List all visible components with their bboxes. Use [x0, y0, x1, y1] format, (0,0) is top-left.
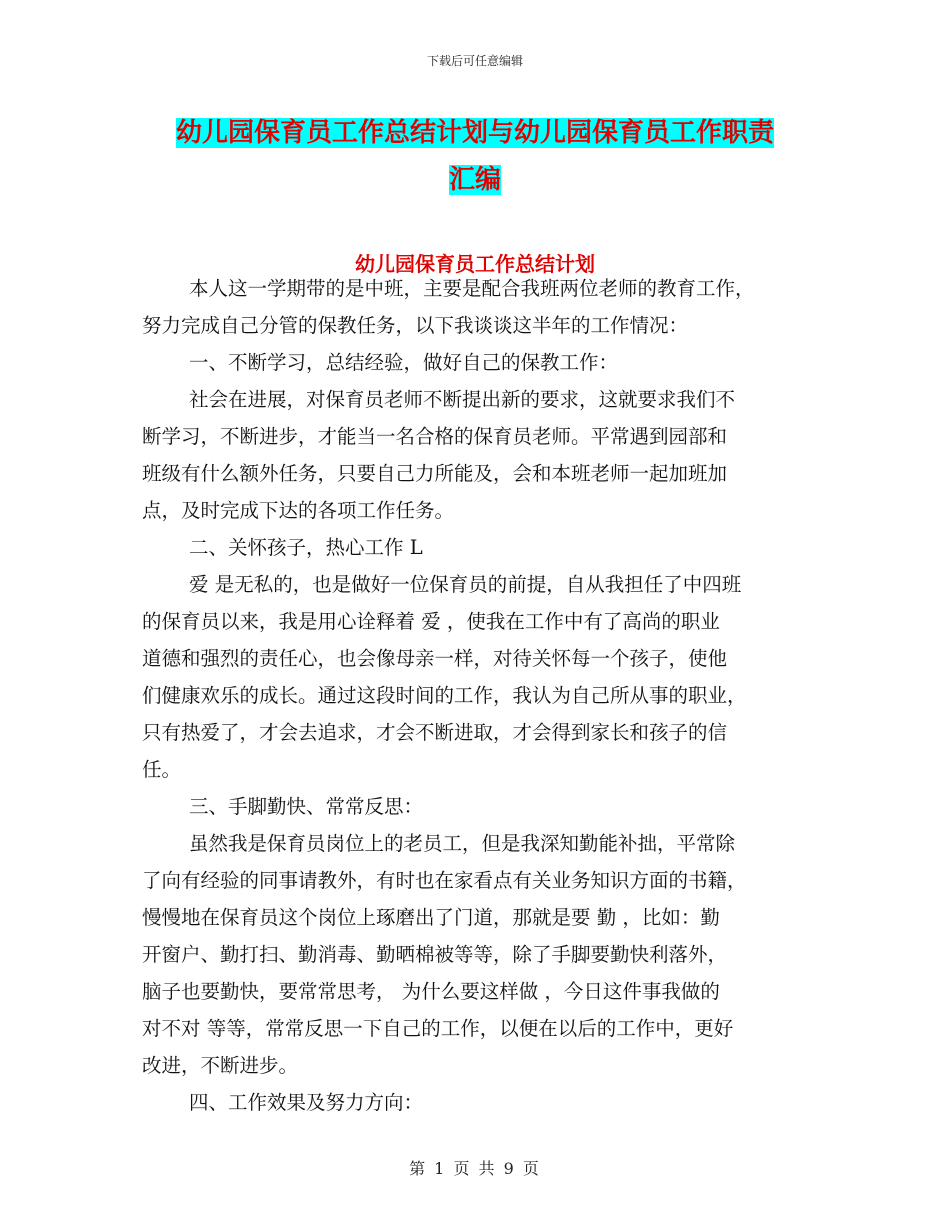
- body-line: 点，及时完成下达的各项工作任务。: [142, 499, 455, 522]
- body-line: 慢慢地在保育员这个岗位上琢磨出了门道，那就是要 勤 ，比如：勤: [142, 906, 720, 929]
- body-line: 的保育员以来，我是用心诠释着 爱 ，使我在工作中有了高尚的职业: [142, 610, 720, 633]
- body-line: 班级有什么额外任务，只要自己力所能及，会和本班老师一起加班加: [142, 462, 728, 485]
- body-line: 对不对 等等，常常反思一下自己的工作，以便在以后的工作中，更好: [142, 1017, 734, 1040]
- body-line: 们健康欢乐的成长。通过这段时间的工作，我认为自己所从事的职业，: [142, 684, 747, 707]
- body-line: 本人这一学期带的是中班，主要是配合我班两位老师的教育工作，: [189, 277, 755, 300]
- document-title-line-2: 汇编: [448, 165, 501, 195]
- body-line: 开窗户、勤打扫、勤消毒、勤晒棉被等等，除了手脚要勤快利落外，: [142, 943, 728, 966]
- body-line: 爱 是无私的，也是做好一位保育员的前提，自从我担任了中四班: [189, 573, 742, 596]
- body-line: 了向有经验的同事请教外，有时也在家看点有关业务知识方面的书籍，: [142, 869, 747, 892]
- section-heading: 二、关怀孩子，热心工作 L: [189, 536, 423, 559]
- body-line: 任。: [142, 758, 182, 781]
- body-line: 虽然我是保育员岗位上的老员工，但是我深知勤能补拙，平常除: [189, 832, 736, 855]
- section-heading: 三、手脚勤快、常常反思：: [189, 795, 424, 818]
- document-title: [140, 110, 810, 204]
- document-body: [142, 270, 808, 1121]
- body-line: 改进，不断进步。: [142, 1054, 299, 1077]
- body-line: 脑子也要勤快，要常常思考， 为什么要这样做 ，今日这件事我做的: [142, 980, 720, 1003]
- page-footer: 第 1 页 共 9 页: [409, 1159, 541, 1178]
- section-heading: 四、工作效果及努力方向：: [189, 1091, 424, 1114]
- body-line: 只有热爱了，才会去追求，才会不断进取，才会得到家长和孩子的信: [142, 721, 728, 744]
- body-line: 努力完成自己分管的保教任务，以下我谈谈这半年的工作情况：: [142, 314, 689, 337]
- header-note: 下载后可任意编辑: [426, 54, 523, 68]
- document-title-line-1: 幼儿园保育员工作总结计划与幼儿园保育员工作职责: [175, 118, 774, 148]
- body-line: 社会在进展，对保育员老师不断提出新的要求，这就要求我们不: [189, 388, 736, 411]
- section-heading: 一、不断学习，总结经验，做好自己的保教工作：: [189, 351, 619, 374]
- section-title: 幼儿园保育员工作总结计划: [355, 252, 595, 276]
- body-line: 道德和强烈的责任心，也会像母亲一样，对待关怀每一个孩子，使他: [142, 647, 728, 670]
- body-line: 断学习，不断进步，才能当一名合格的保育员老师。平常遇到园部和: [142, 425, 728, 448]
